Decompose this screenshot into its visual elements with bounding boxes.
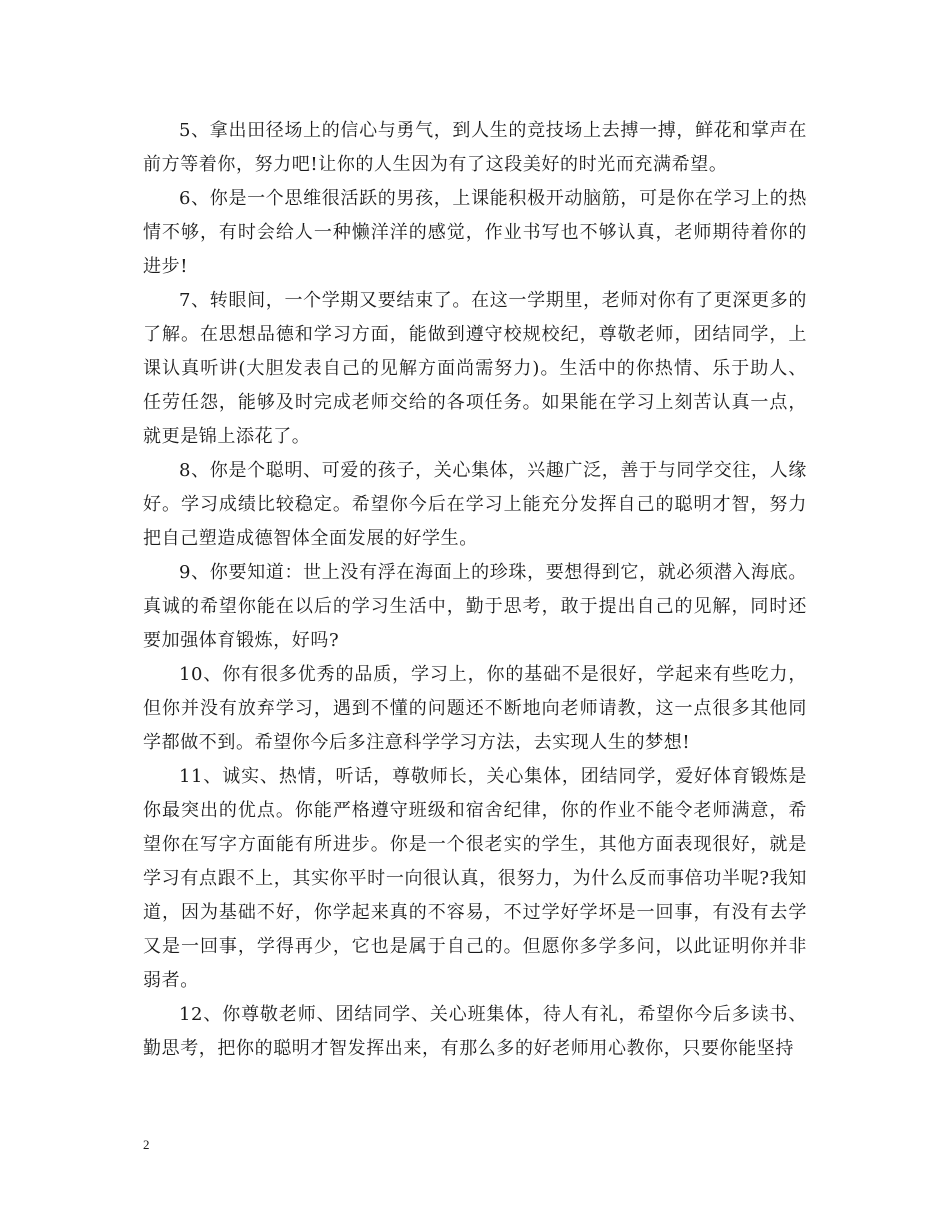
paragraph-6: 6、你是一个思维很活跃的男孩，上课能积极开动脑筋，可是你在学习上的热情不够，有时会给人一种懒洋洋的感觉，作业书写也不够认真，老师期待着你的进步! (143, 188, 807, 277)
paragraph-10: 10、你有很多优秀的品质，学习上，你的基础不是很好，学起来有些吃力，但你并没有放弃学习，遇到不懂的问题还不断地向老师请教，这一点很多其他同学都做不到。希望你今后多注意科学学习方法，去实现人生的梦想! (143, 664, 807, 753)
paragraph-9: 9、你要知道：世上没有浮在海面上的珍珠，要想得到它，就必须潜入海底。真诚的希望你能在以后的学习生活中，勤于思考，敢于提出自己的见解，同时还要加强体育锻炼，好吗? (143, 562, 807, 651)
paragraph-8: 8、你是个聪明、可爱的孩子，关心集体，兴趣广泛，善于与同学交往，人缘好。学习成绩比较稳定。希望你今后在学习上能充分发挥自己的聪明才智，努力把自己塑造成德智体全面发展的好学生。 (143, 460, 807, 549)
paragraph-12: 12、你尊敬老师、团结同学、关心班集体，待人有礼，希望你今后多读书、勤思考，把你的聪明才智发挥出来，有那么多的好老师用心教你，只要你能坚持 (143, 1004, 807, 1059)
paragraph-7: 7、转眼间，一个学期又要结束了。在这一学期里，老师对你有了更深更多的了解。在思想品德和学习方面，能做到遵守校规校纪，尊敬老师，团结同学，上课认真听讲(大胆发表自己的见解方面尚需努力)。生活中的你热情、乐于助人、任劳任怨，能够及时完成老师交给的各项任务。如果能在学习上刻苦认真一点，就更是锦上添花了。 (143, 290, 807, 447)
document-body (143, 114, 807, 1066)
page-number: 2 (143, 1137, 150, 1152)
paragraph-11: 11、诚实、热情，听话，尊敬师长，关心集体，团结同学，爱好体育锻炼是你最突出的优点。你能严格遵守班级和宿舍纪律，你的作业不能令老师满意，希望你在写字方面能有所进步。你是一个很老实的学生，其他方面表现很好，就是学习有点跟不上，其实你平时一向很认真，很努力，为什么反而事倍功半呢?我知道，因为基础不好，你学起来真的不容易，不过学好学坏是一回事，有没有去学又是一回事，学得再少，它也是属于自己的。但愿你多学多问，以此证明你并非弱者。 (143, 766, 807, 991)
paragraph-5: 5、拿出田径场上的信心与勇气，到人生的竞技场上去搏一搏，鲜花和掌声在前方等着你，努力吧!让你的人生因为有了这段美好的时光而充满希望。 (143, 120, 807, 175)
